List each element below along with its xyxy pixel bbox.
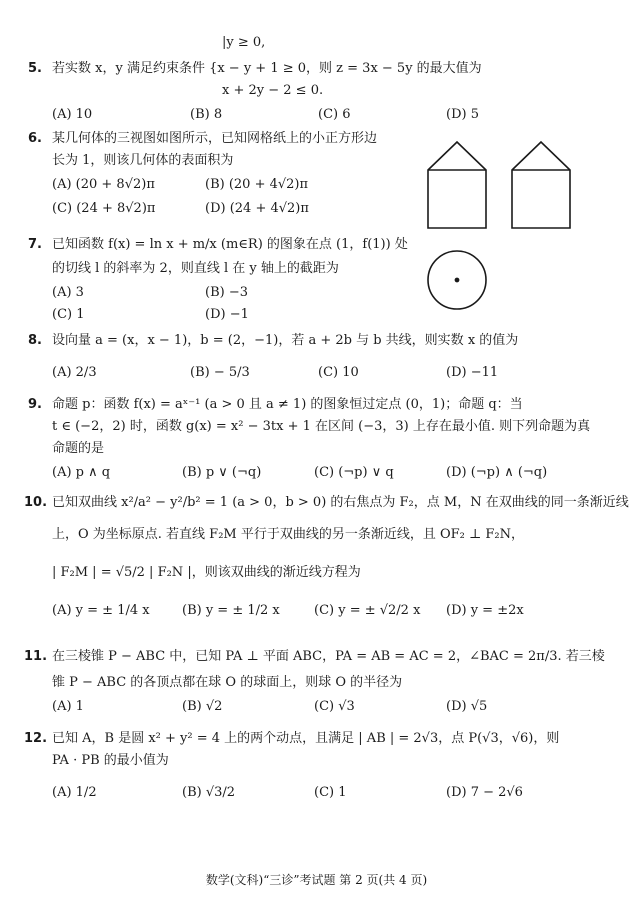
question-number: 10. xyxy=(24,495,48,510)
question-text: | F₂M | = √5/2 | F₂N |，则该双曲线的渐近线方程为 xyxy=(52,565,361,580)
option-b: (B) − 5/3 xyxy=(190,365,250,380)
option-b: (B) −3 xyxy=(205,285,248,300)
option-a: (A) 2/3 xyxy=(52,365,97,380)
question-number: 9. xyxy=(28,397,42,412)
top-view xyxy=(428,251,486,309)
question-text: 上，O 为坐标原点. 若直线 F₂M 平行于双曲线的另一条渐近线，且 OF₂ ⊥ F₂N， xyxy=(52,527,524,542)
option-d: (D) 7 − 2√6 xyxy=(446,785,523,800)
question-number: 7. xyxy=(28,237,42,252)
question-number: 8. xyxy=(28,333,42,348)
option-d: (D) (24 + 4√2)π xyxy=(205,201,309,216)
option-d: (D) √5 xyxy=(446,699,488,714)
question-number: 6. xyxy=(28,131,42,146)
option-c: (C) (24 + 8√2)π xyxy=(52,201,156,216)
question-text: 命题 p：函数 f(x) = aˣ⁻¹ (a > 0 且 a ≠ 1) 的图象恒过定点 (0，1)；命题 q：当 xyxy=(52,397,523,412)
question-text: 已知双曲线 x²/a² − y²/b² = 1 (a > 0，b > 0) 的右焦点为 F₂，点 M，N 在双曲线的同一条渐近线 xyxy=(52,495,629,510)
option-a: (A) 10 xyxy=(52,107,93,122)
option-c: (C) y = ± √2/2 x xyxy=(314,603,421,618)
question-text: 的切线 l 的斜率为 2，则直线 l 在 y 轴上的截距为 xyxy=(52,261,339,276)
option-c: (C) 6 xyxy=(318,107,351,122)
option-b: (B) y = ± 1/2 x xyxy=(182,603,280,618)
page-footer: 数学(文科)“三诊”考试题 第 2 页(共 4 页) xyxy=(205,873,428,887)
question-text: 设向量 a = (x，x − 1)，b = (2，−1)，若 a + 2b 与 b 共线，则实数 x 的值为 xyxy=(52,333,519,348)
option-d: (D) −1 xyxy=(205,307,249,322)
question-text: 在三棱锥 P − ABC 中，已知 PA ⊥ 平面 ABC，PA = AB = AC = 2，∠BAC = 2π/3. 若三棱 xyxy=(52,649,605,664)
option-c: (C) 1 xyxy=(314,785,347,800)
option-b: (B) 8 xyxy=(190,107,223,122)
question-text: 已知函数 f(x) = ln x + m/x (m∈R) 的图象在点 (1，f(1)) 处 xyxy=(52,237,408,252)
option-a: (A) 1 xyxy=(52,699,84,714)
question-text: t ∈ (−2，2) 时，函数 g(x) = x² − 3tx + 1 在区间 (−3，3) 上存在最小值. 则下列命题为真 xyxy=(52,419,591,434)
question-text: 某几何体的三视图如图所示，已知网格纸上的小正方形边 xyxy=(52,131,378,146)
front-view xyxy=(428,142,486,228)
question-text: 命题的是 xyxy=(52,441,105,456)
option-d: (D) 5 xyxy=(446,107,479,122)
question-number: 11. xyxy=(24,649,48,664)
option-c: (C) √3 xyxy=(314,699,355,714)
question-text: PA · PB 的最小值为 xyxy=(52,753,169,768)
option-b: (B) (20 + 4√2)π xyxy=(205,177,309,192)
question-text: 长为 1，则该几何体的表面积为 xyxy=(52,153,234,168)
option-a: (A) y = ± 1/4 x xyxy=(52,603,150,618)
question-number: 12. xyxy=(24,731,48,746)
question-text: 锥 P − ABC 的各顶点都在球 O 的球面上，则球 O 的半径为 xyxy=(52,675,403,690)
constraint-top-line: |y ≥ 0, xyxy=(222,35,266,50)
option-b: (B) √2 xyxy=(182,699,223,714)
question-text: x + 2y − 2 ≤ 0. xyxy=(222,83,324,98)
option-c: (C) 10 xyxy=(318,365,359,380)
option-c: (C) (¬p) ∨ q xyxy=(314,465,394,480)
option-a: (A) p ∧ q xyxy=(52,465,111,480)
option-c: (C) 1 xyxy=(52,307,85,322)
option-a: (A) 1/2 xyxy=(52,785,97,800)
option-a: (A) 3 xyxy=(52,285,84,300)
option-b: (B) p ∨ (¬q) xyxy=(182,465,262,480)
option-a: (A) (20 + 8√2)π xyxy=(52,177,155,192)
question-number: 5. xyxy=(28,61,42,76)
option-d: (D) −11 xyxy=(446,365,499,380)
three-view-figure xyxy=(420,130,600,330)
option-d: (D) (¬p) ∧ (¬q) xyxy=(446,465,548,480)
option-d: (D) y = ±2x xyxy=(446,603,524,618)
question-text: 已知 A，B 是圆 x² + y² = 4 上的两个动点，且满足 | AB | = 2√3，点 P(√3，√6)，则 xyxy=(52,731,560,746)
question-text: 若实数 x，y 满足约束条件 {x − y + 1 ≥ 0，则 z = 3x − 5y 的最大值为 xyxy=(52,61,482,76)
side-view xyxy=(512,142,570,228)
option-b: (B) √3/2 xyxy=(182,785,236,800)
